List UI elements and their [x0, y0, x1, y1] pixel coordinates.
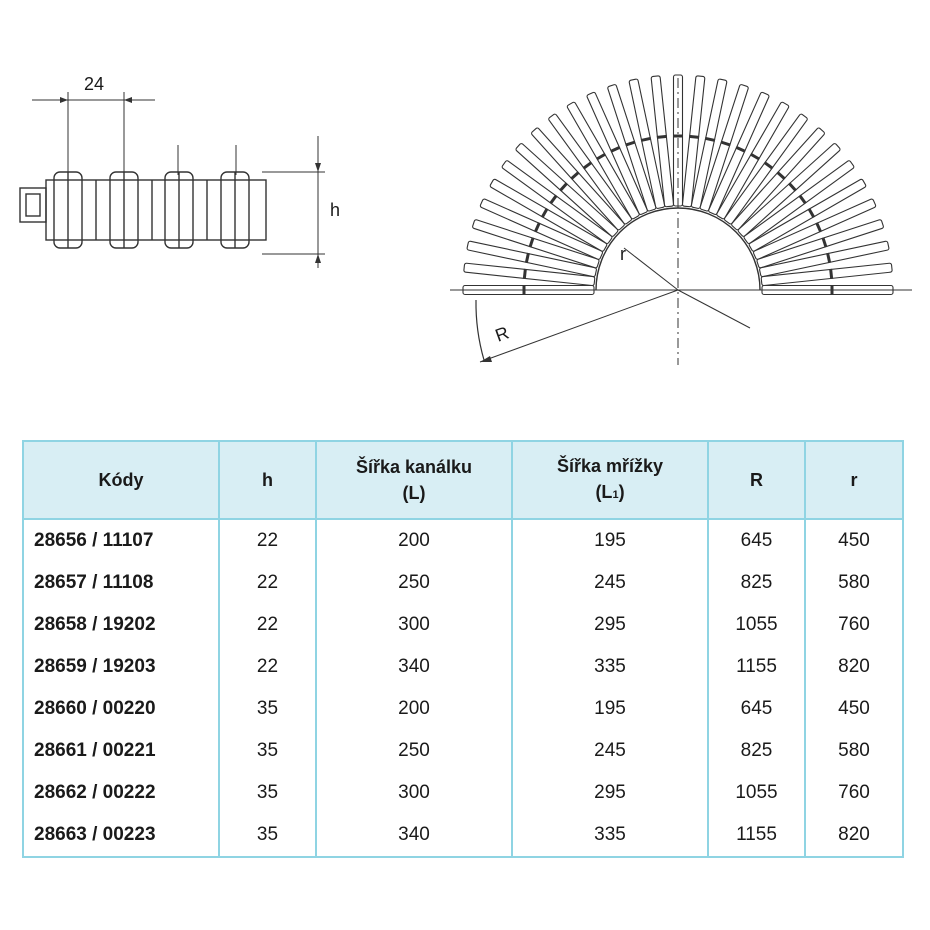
cell-r: 450: [838, 698, 870, 719]
cell-r: 580: [838, 572, 870, 593]
cell-grille-width: 295: [512, 772, 708, 814]
cell-grille-width: 245: [512, 562, 708, 604]
cell-R: 645: [708, 519, 805, 562]
cell-h: 22: [219, 646, 316, 688]
cell-code: 28660 / 00220: [23, 688, 219, 730]
cell-channel-width: 250: [316, 730, 512, 772]
table-row: [23, 646, 903, 688]
header-grille-width: [512, 441, 708, 519]
header-grille-width-symbol: (L1): [595, 481, 625, 502]
table-row: [23, 772, 903, 814]
header-channel-width-symbol: (L): [402, 483, 426, 503]
cell-channel-width: 340: [316, 814, 512, 857]
cell-R: 825: [708, 562, 805, 604]
cell-grille-width: 295: [512, 604, 708, 646]
header-h: h: [219, 441, 316, 519]
cell-h: 35: [219, 772, 316, 814]
table-row: [23, 519, 903, 562]
cell-r: 580: [838, 740, 870, 761]
profile-drawing: [0, 50, 340, 290]
cell-channel-width: 250: [316, 562, 512, 604]
cell-code: 28661 / 00221: [23, 730, 219, 772]
header-channel-width: [316, 441, 512, 519]
cell-channel-width: 300: [316, 772, 512, 814]
header-channel-width-label: Šířka kanálku: [355, 457, 473, 477]
cell-code: 28663 / 00223: [23, 814, 219, 857]
table-row: [23, 604, 903, 646]
header-grille-width-label: Šířka mřížky: [556, 455, 664, 476]
cell-channel-width: 200: [316, 519, 512, 562]
cell-R: 825: [708, 730, 805, 772]
cell-grille-width: 335: [512, 646, 708, 688]
cell-r: 760: [838, 614, 870, 635]
cell-grille-width: 245: [512, 730, 708, 772]
cell-code: 28659 / 19203: [23, 646, 219, 688]
cell-grille-width: 195: [512, 688, 708, 730]
cell-R: 645: [708, 688, 805, 730]
pitch-dimension-label: 24: [84, 74, 105, 94]
header-r: r: [805, 441, 903, 519]
cell-r: 760: [838, 782, 870, 803]
cell-code: 28662 / 00222: [23, 772, 219, 814]
cell-channel-width: 300: [316, 604, 512, 646]
table-row: [23, 688, 903, 730]
cell-code: 28658 / 19202: [23, 604, 219, 646]
cell-r: 820: [838, 656, 870, 677]
cell-h: 22: [219, 519, 316, 562]
header-R: R: [708, 441, 805, 519]
table-row: [23, 730, 903, 772]
cell-R: 1155: [708, 646, 805, 688]
cell-R: 1155: [708, 814, 805, 857]
cell-grille-width: 195: [512, 519, 708, 562]
inner-radius-label: r: [620, 244, 626, 264]
cell-h: 35: [219, 730, 316, 772]
header-codes: Kódy: [23, 441, 219, 519]
table-row: [23, 814, 903, 857]
table-header-row: [23, 441, 903, 519]
cell-R: 1055: [708, 604, 805, 646]
spec-table: [22, 440, 904, 858]
cell-grille-width: 335: [512, 814, 708, 857]
cell-h: 22: [219, 562, 316, 604]
outer-radius-label: R: [492, 322, 512, 346]
cell-h: 35: [219, 688, 316, 730]
arc-grille-drawing: [420, 60, 920, 380]
cell-h: 35: [219, 814, 316, 857]
cell-code: 28656 / 11107: [23, 519, 219, 562]
cell-r: 450: [838, 530, 870, 551]
table-body: [23, 519, 903, 857]
cell-h: 22: [219, 604, 316, 646]
cell-channel-width: 200: [316, 688, 512, 730]
cell-channel-width: 340: [316, 646, 512, 688]
table-row: [23, 562, 903, 604]
cell-code: 28657 / 11108: [23, 562, 219, 604]
cell-R: 1055: [708, 772, 805, 814]
cell-r: 820: [838, 824, 870, 845]
height-dimension-label: h: [330, 200, 340, 220]
